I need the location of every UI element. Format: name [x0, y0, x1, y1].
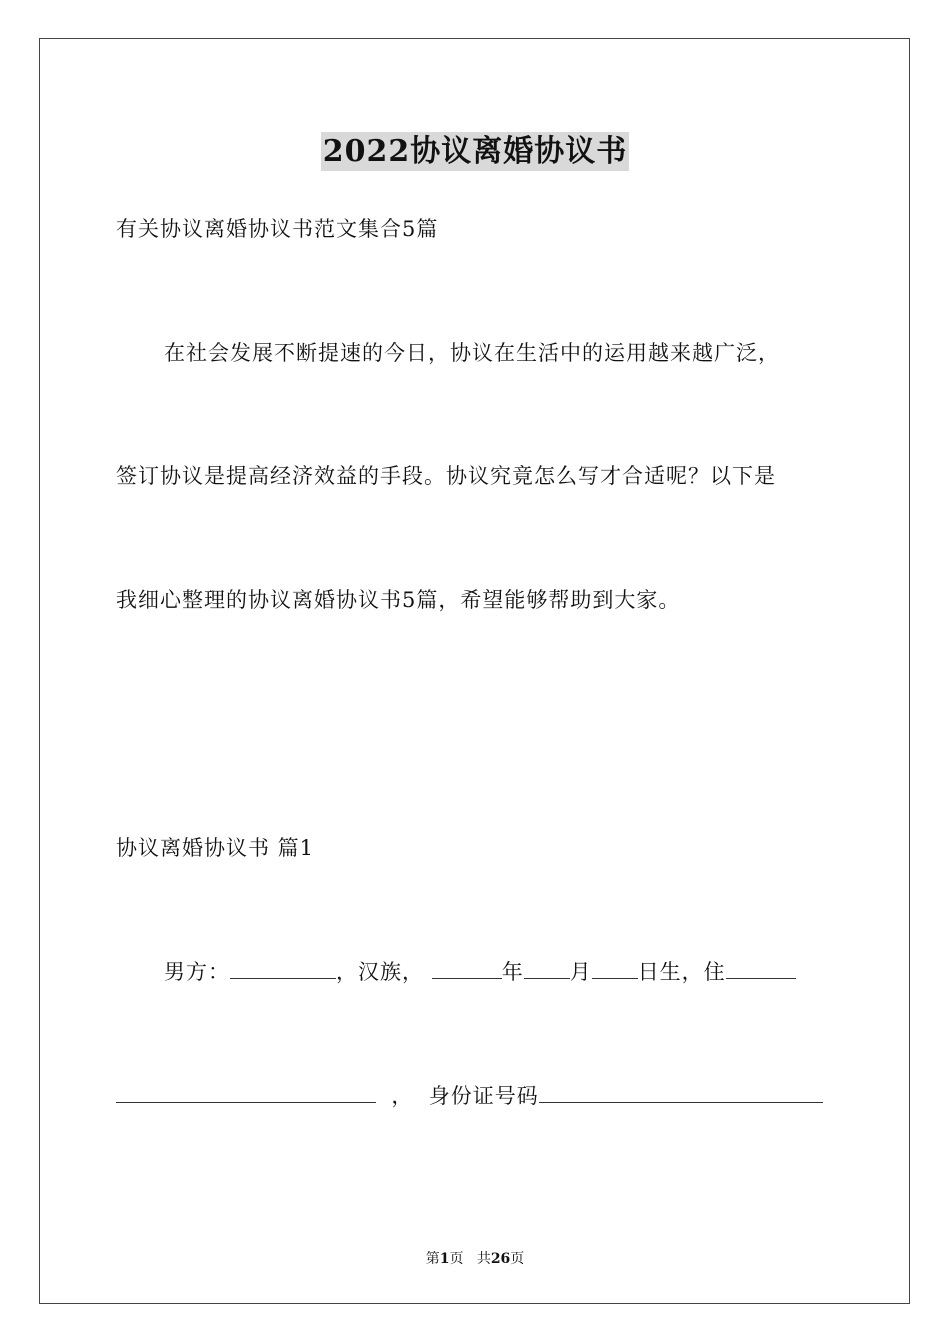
intro-line-3: 我细心整理的协议离婚协议书5篇，希望能够帮助到大家。 [116, 588, 681, 612]
year-label: 年 [501, 960, 524, 984]
ethnicity-text: ，汉族， [336, 960, 424, 984]
footer-total-prefix: 共 [476, 1251, 491, 1267]
month-label: 月 [569, 960, 592, 984]
footer-page-number: 1 [439, 1251, 450, 1267]
footer-page-prefix: 第 [425, 1251, 440, 1267]
birth-month-blank[interactable] [524, 958, 570, 979]
page-footer [0, 1248, 950, 1268]
footer-page-suffix: 页 [449, 1251, 464, 1267]
document-title: 2022协议离婚协议书 [322, 134, 628, 169]
id-label: 身份证号码 [428, 1084, 539, 1108]
subtitle: 有关协议离婚协议书范文集合5篇 [116, 217, 439, 241]
address-blank-cont[interactable] [116, 1082, 376, 1103]
day-born-label: 日生，住 [637, 960, 726, 984]
male-party-line [164, 956, 796, 986]
birth-year-blank[interactable] [432, 958, 502, 979]
id-comma: ， [391, 1084, 414, 1108]
footer-total-pages: 26 [490, 1251, 511, 1267]
section-heading: 协议离婚协议书 篇1 [116, 836, 315, 860]
birth-day-blank[interactable] [592, 958, 638, 979]
document-title-wrap [0, 126, 950, 170]
id-line [116, 1080, 823, 1110]
male-name-blank[interactable] [230, 958, 336, 979]
address-blank-start[interactable] [726, 958, 796, 979]
male-label: 男方： [164, 960, 230, 984]
intro-line-2: 签订协议是提高经济效益的手段。协议究竟怎么写才合适呢？以下是 [116, 464, 776, 488]
id-number-blank[interactable] [539, 1082, 823, 1103]
footer-total-suffix: 页 [510, 1251, 525, 1267]
intro-line-1: 在社会发展不断提速的今日，协议在生活中的运用越来越广泛， [164, 341, 780, 365]
